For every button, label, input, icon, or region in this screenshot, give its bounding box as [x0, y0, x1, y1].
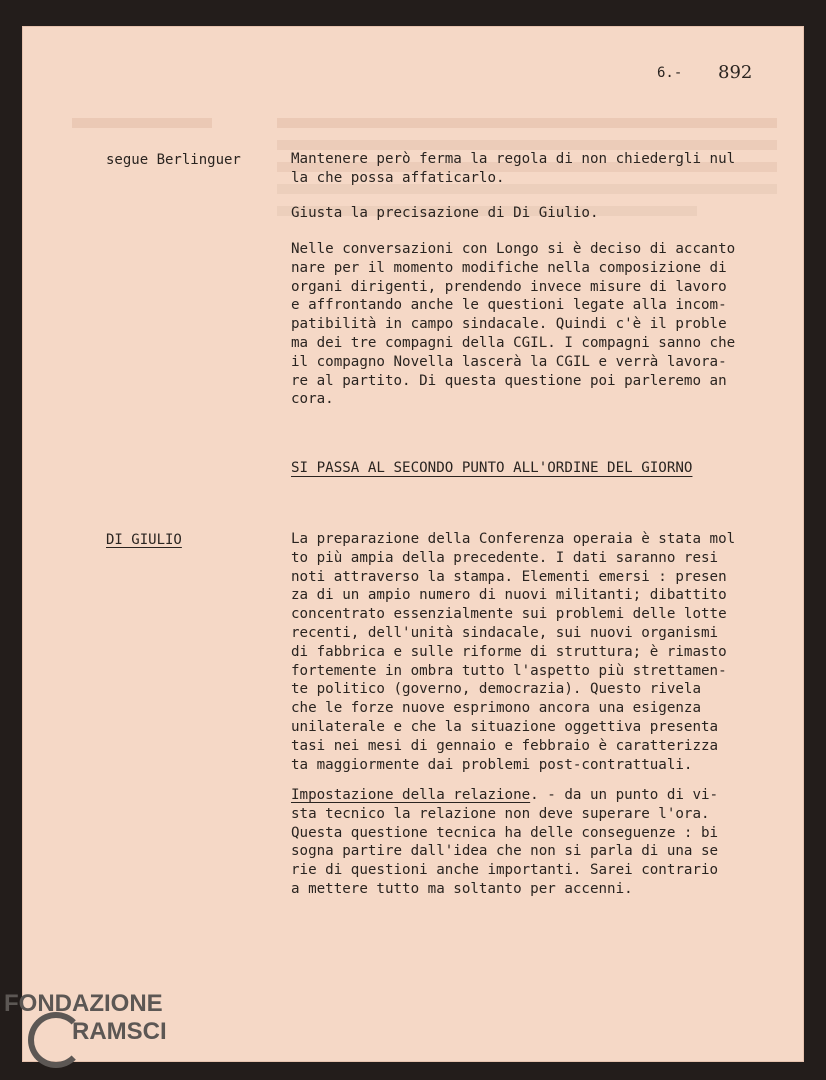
text-line: [291, 786, 791, 805]
text-line: cora.: [291, 391, 334, 408]
text-line: che le forze nuove esprimono ancora una esigenza: [291, 700, 701, 717]
text-line: to più ampia della precedente. I dati saranno resi: [291, 549, 719, 566]
paragraph: [291, 240, 791, 409]
text-line: ma dei tre compagni della CGIL. I compagni sanno che: [291, 334, 736, 351]
text-line: sogna partire dall'idea che non si parla di una se: [291, 843, 719, 860]
text-line: Giusta la precisazione di Di Giulio.: [291, 205, 599, 221]
speaker-label: segue Berlinguer: [106, 152, 241, 168]
text-line: unilaterale e che la situazione oggettiva presenta: [291, 718, 719, 735]
text-line: re al partito. Di questa questione poi parleremo an: [291, 372, 727, 389]
text-line: te politico (governo, democrazia). Questo rivela: [291, 681, 701, 698]
text-line: di fabbrica e sulle riforme di struttura; è rimasto: [291, 643, 727, 660]
text-line: Mantenere però ferma la regola di non chiedergli nul: [291, 151, 736, 167]
text-line: la che possa affaticarlo.: [291, 169, 505, 186]
text-line: organi dirigenti, prendendo invece misure di lavoro: [291, 278, 727, 295]
watermark-text: RAMSCI: [72, 1018, 167, 1045]
text-line: Nelle conversazioni con Longo si è deciso di accanto: [291, 241, 736, 257]
text-line: concentrato essenzialmente sui problemi delle lotte: [291, 606, 727, 623]
text-line: Questa questione tecnica ha delle conseguenze : bi: [291, 824, 719, 841]
text-line: La preparazione della Conferenza operaia è stata mol: [291, 531, 736, 547]
text-line: recenti, dell'unità sindacale, sui nuovi organismi: [291, 624, 719, 641]
text-fragment: . - da un punto di vi-: [530, 787, 719, 803]
text-line: sta tecnico la relazione non deve superare l'ora.: [291, 805, 710, 822]
paragraph: [291, 786, 791, 899]
watermark-text: FONDAZIONE: [4, 990, 163, 1017]
text-line: za di un ampio numero di nuovi militanti; dibattito: [291, 587, 727, 604]
speaker-label: DI GIULIO: [106, 532, 182, 548]
text-line: fortemente in ombra tutto l'aspetto più strettamen-: [291, 662, 727, 679]
page-reference: 6.-: [657, 65, 683, 81]
text-line: e affrontando anche le questioni legate alla incom-: [291, 297, 727, 314]
paragraph: [291, 530, 791, 774]
paragraph: [291, 204, 791, 223]
text-line: patibilità in campo sindacale. Quindi c'è il proble: [291, 316, 727, 333]
text-line: ta maggiormente dai problemi post-contrattuali.: [291, 756, 693, 773]
text-line: tasi nei mesi di gennaio e febbraio è caratterizza: [291, 737, 719, 754]
subheading: Impostazione della relazione: [291, 787, 531, 803]
text-line: a mettere tutto ma soltanto per accenni.: [291, 880, 633, 897]
text-line: rie di questioni anche importanti. Sarei contrario: [291, 862, 719, 879]
paragraph: [291, 150, 791, 188]
agenda-heading: SI PASSA AL SECONDO PUNTO ALL'ORDINE DEL GIORNO: [291, 460, 693, 476]
page-number: 892: [718, 62, 753, 83]
text-line: nare per il momento modifiche nella composizione di: [291, 259, 727, 276]
text-line: il compagno Novella lascerà la CGIL e verrà lavora-: [291, 353, 727, 370]
text-line: noti attraverso la stampa. Elementi emersi : presen: [291, 568, 727, 585]
